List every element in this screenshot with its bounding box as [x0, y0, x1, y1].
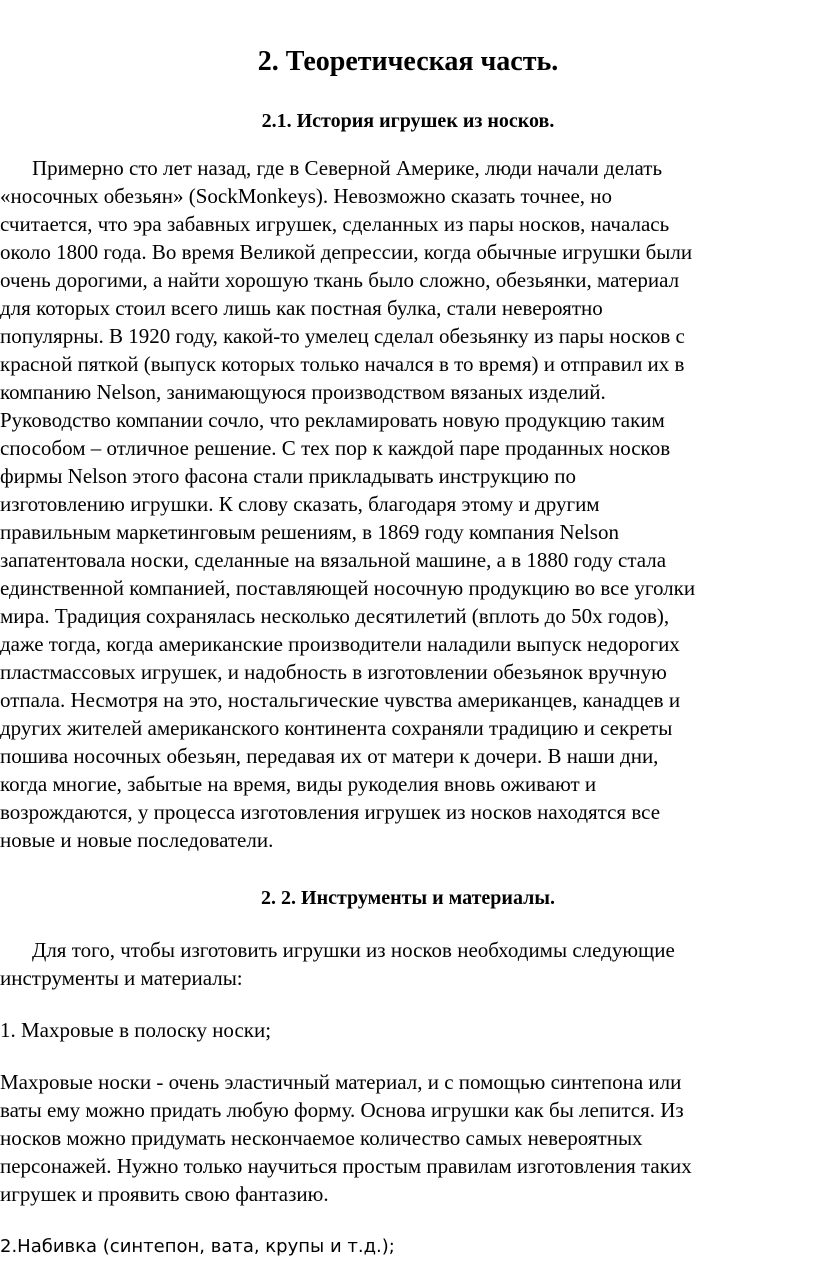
paragraph-line: считается, что эра забавных игрушек, сделанных из пары носков, началась	[0, 212, 670, 236]
paragraph-line: персонажей. Нужно только научиться простым правилам изготовления таких	[0, 1154, 692, 1178]
list-item-socks	[0, 1016, 812, 1044]
paragraph-line: около 1800 года. Во время Великой депрессии, когда обычные игрушки были	[0, 240, 693, 264]
socks-description-paragraph	[0, 1068, 812, 1208]
paragraph-line: компанию Nelson, занимающуюся производством вязаных изделий.	[0, 380, 606, 404]
paragraph-line: красной пяткой (выпуск которых только начался в то время) и отправил их в	[0, 352, 685, 376]
paragraph-line: Руководство компании сочло, что рекламировать новую продукцию таким	[0, 408, 665, 432]
paragraph-line: новые и новые последователи.	[0, 828, 274, 852]
list-item-text: 2.Набивка (синтепон, вата, крупы и т.д.);	[0, 1236, 395, 1257]
paragraph-line: для которых стоил всего лишь как постная булка, стали невероятно	[0, 296, 603, 320]
paragraph-line: изготовлению игрушки. К слову сказать, благодаря этому и другим	[0, 492, 600, 516]
paragraph-line: инструменты и материалы:	[0, 966, 243, 990]
paragraph-line: запатентовала носки, сделанные на вязальной машине, а в 1880 году стала	[0, 548, 667, 572]
paragraph-line: очень дорогими, а найти хорошую ткань было сложно, обезьянки, материал	[0, 268, 680, 292]
paragraph-line: даже тогда, когда американские производители наладили выпуск недорогих	[0, 632, 680, 656]
history-paragraph	[0, 154, 812, 854]
page-title: 2. Теоретическая часть.	[257, 46, 559, 77]
paragraph-line: Махровые носки - очень эластичный материал, и с помощью синтепона или	[0, 1070, 682, 1094]
paragraph-line: единственной компанией, поставляющей носочную продукцию во все уголки	[0, 576, 696, 600]
paragraph-line: пластмассовых игрушек, и надобность в изготовлении обезьянок вручную	[0, 660, 667, 684]
paragraph-line: других жителей американского континента сохраняли традицию и секреты	[0, 716, 673, 740]
paragraph-line: когда многие, забытые на время, виды рукоделия вновь оживают и	[0, 772, 597, 796]
paragraph-line: мира. Традиция сохранялась несколько десятилетий (вплоть до 50х годов),	[0, 604, 670, 628]
paragraph-line: популярны. В 1920 году, какой-то умелец сделал обезьянку из пары носков с	[0, 324, 685, 348]
paragraph-line: отпала. Несмотря на это, ностальгические чувства американцев, канадцев и	[0, 688, 681, 712]
section-heading-tools: 2. 2. Инструменты и материалы.	[261, 887, 555, 909]
paragraph-line: ваты ему можно придать любую форму. Основа игрушки как бы лепится. Из	[0, 1098, 684, 1122]
paragraph-line: фирмы Nelson этого фасона стали прикладывать инструкцию по	[0, 464, 576, 488]
paragraph-line: игрушек и проявить свою фантазию.	[0, 1182, 329, 1206]
paragraph-line: «носочных обезьян» (SockMonkeys). Невозможно сказать точнее, но	[0, 184, 613, 208]
tools-intro-paragraph	[0, 936, 812, 992]
paragraph-line: правильным маркетинговым решениям, в 1869 году компания Nelson	[0, 520, 619, 544]
paragraph-line: Для того, чтобы изготовить игрушки из носков необходимы следующие	[32, 938, 675, 962]
paragraph-line: пошива носочных обезьян, передавая их от матери к дочери. В наши дни,	[0, 744, 659, 768]
paragraph-line: носков можно придумать нескончаемое количество самых невероятных	[0, 1126, 643, 1150]
list-item-stuffing	[0, 1233, 812, 1261]
list-item-text: 1. Махровые в полоску носки;	[0, 1018, 272, 1042]
section-heading-history: 2.1. История игрушек из носков.	[261, 110, 555, 132]
paragraph-line: Примерно сто лет назад, где в Северной Америке, люди начали делать	[32, 156, 663, 180]
paragraph-line: способом – отличное решение. С тех пор к каждой паре проданных носков	[0, 436, 671, 460]
paragraph-line: возрождаются, у процесса изготовления игрушек из носков находятся все	[0, 800, 661, 824]
